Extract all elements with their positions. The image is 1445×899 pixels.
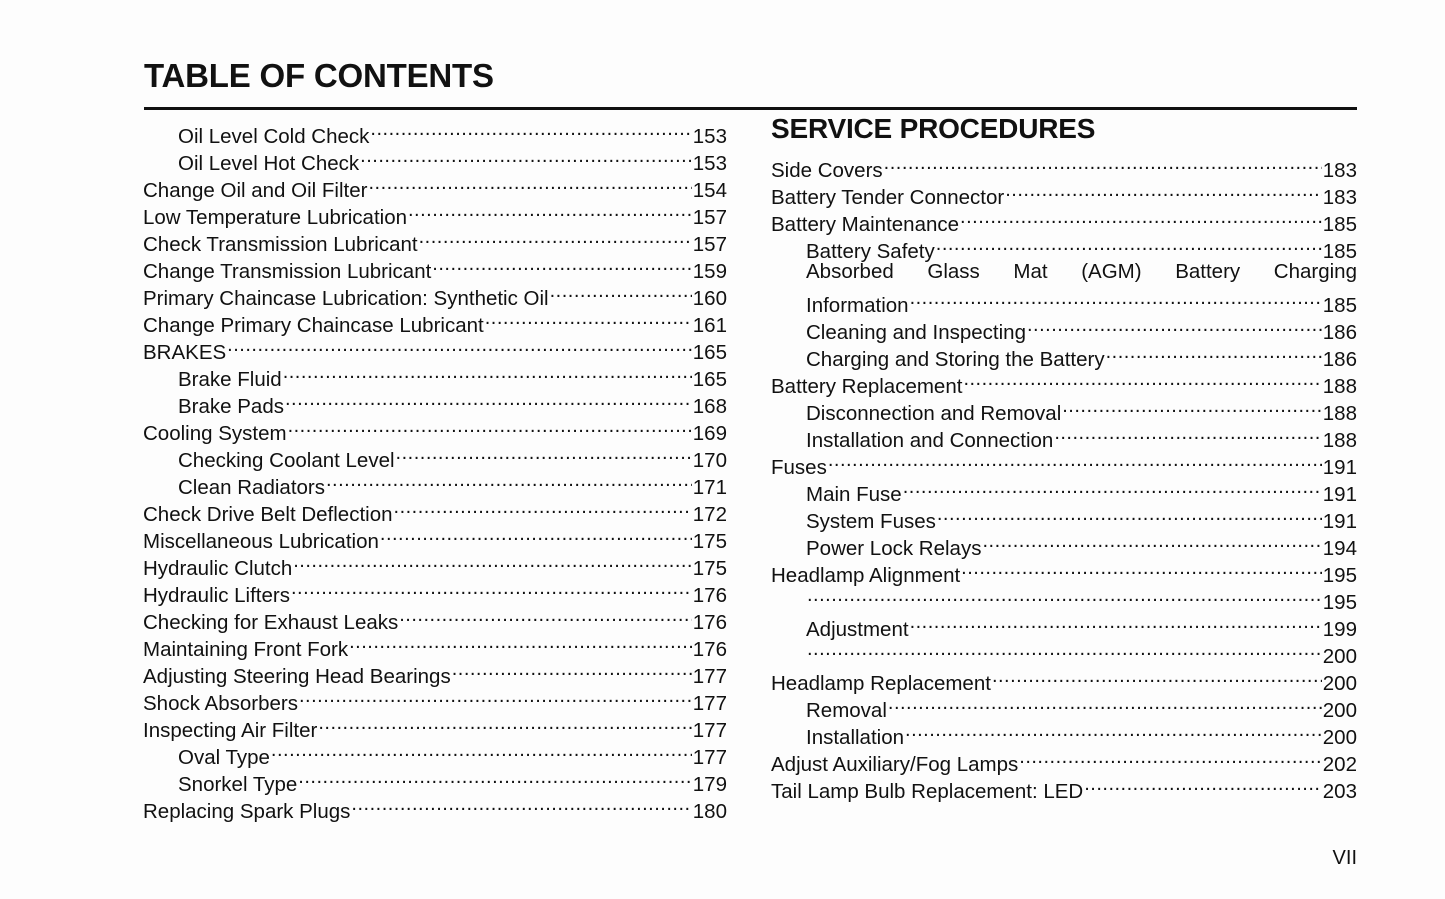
toc-entry-page: 176 bbox=[692, 584, 727, 607]
toc-entry-page: 195 bbox=[1322, 591, 1357, 614]
dot-leader bbox=[910, 285, 1322, 312]
section-heading-service-procedures: SERVICE PROCEDURES bbox=[771, 113, 1096, 144]
dot-leader bbox=[283, 359, 692, 386]
dot-leader bbox=[408, 197, 692, 224]
toc-entry-page: 157 bbox=[692, 233, 727, 256]
toc-entry-page: 160 bbox=[692, 287, 727, 310]
toc-entry-page: 169 bbox=[692, 422, 727, 445]
toc-entry-page: 202 bbox=[1322, 753, 1357, 776]
dot-leader bbox=[1054, 420, 1321, 447]
toc-entry-label: Replacing Spark Plugs bbox=[143, 800, 351, 823]
toc-entry-label: Installation bbox=[806, 726, 905, 749]
toc-entry-label: Battery Replacement bbox=[771, 375, 963, 398]
toc-entry-label: Battery Safety bbox=[806, 240, 935, 263]
toc-entry-page: 188 bbox=[1322, 429, 1357, 452]
toc-entry-label: Power Lock Relays bbox=[806, 537, 982, 560]
toc-entry-page: 172 bbox=[692, 503, 727, 526]
toc-entry-word: (AGM) bbox=[1081, 260, 1142, 283]
toc-entry-label: Snorkel Type bbox=[178, 773, 298, 796]
toc-entry-page: 191 bbox=[1322, 483, 1357, 506]
toc-entry[interactable] bbox=[143, 332, 727, 364]
toc-entry-page: 165 bbox=[692, 368, 727, 391]
toc-entry[interactable] bbox=[771, 285, 1357, 317]
dot-leader bbox=[807, 636, 1322, 663]
toc-entry-label: Adjusting Steering Head Bearings bbox=[143, 665, 451, 688]
toc-entry-label: Hydraulic Lifters bbox=[143, 584, 290, 607]
toc-entry-label: Headlamp Replacement bbox=[771, 672, 991, 695]
toc-right-entries bbox=[771, 150, 1357, 803]
toc-entry[interactable] bbox=[771, 663, 1357, 695]
toc-entry-page: 179 bbox=[692, 773, 727, 796]
dot-leader bbox=[910, 609, 1322, 636]
toc-entry-page: 186 bbox=[1322, 348, 1357, 371]
toc-entry-label: Removal bbox=[806, 699, 887, 722]
dot-leader bbox=[550, 278, 692, 305]
toc-entry-label: Adjustment bbox=[806, 618, 909, 641]
toc-entry-label: Change Transmission Lubricant bbox=[143, 260, 432, 283]
dot-leader bbox=[326, 467, 692, 494]
dot-leader bbox=[807, 582, 1322, 609]
dot-leader bbox=[937, 501, 1322, 528]
dot-leader bbox=[399, 602, 692, 629]
toc-entry-page: 171 bbox=[692, 476, 727, 499]
dot-leader bbox=[485, 305, 692, 332]
toc-entry-label: Installation and Connection bbox=[806, 429, 1054, 452]
toc-entry-label: Battery Maintenance bbox=[771, 213, 960, 236]
toc-entry-page: 161 bbox=[692, 314, 727, 337]
toc-entry-page: 183 bbox=[1322, 159, 1357, 182]
dot-leader bbox=[1062, 393, 1322, 420]
toc-entry-page: 185 bbox=[1322, 213, 1357, 236]
dot-leader bbox=[360, 143, 692, 170]
toc-entry-page: 177 bbox=[692, 692, 727, 715]
toc-entry-page: 154 bbox=[692, 179, 727, 202]
toc-entry-label: Inspecting Air Filter bbox=[143, 719, 318, 742]
toc-entry-page: 175 bbox=[692, 530, 727, 553]
dot-leader bbox=[1005, 177, 1322, 204]
toc-right-column bbox=[771, 110, 1357, 803]
toc-entry-page: 176 bbox=[692, 638, 727, 661]
toc-entry-label: Shock Absorbers bbox=[143, 692, 298, 715]
dot-leader bbox=[1084, 771, 1322, 798]
toc-entry-page: 168 bbox=[692, 395, 727, 418]
toc-entry-page: 200 bbox=[1322, 645, 1357, 668]
toc-entry-page: 185 bbox=[1322, 240, 1357, 263]
toc-entry-word: Charging bbox=[1273, 260, 1357, 283]
dot-leader bbox=[370, 116, 691, 143]
toc-entry-page: 183 bbox=[1322, 186, 1357, 209]
toc-entry-label: BRAKES bbox=[143, 341, 227, 364]
dot-leader bbox=[1027, 312, 1322, 339]
toc-entry-label: Hydraulic Clutch bbox=[143, 557, 293, 580]
dot-leader bbox=[1019, 744, 1322, 771]
toc-entry-label: Clean Radiators bbox=[178, 476, 325, 499]
dot-leader bbox=[419, 224, 692, 251]
toc-entry-label: Brake Pads bbox=[178, 395, 284, 418]
toc-entry-page: 153 bbox=[692, 152, 727, 175]
dot-leader bbox=[394, 494, 692, 521]
toc-entry-label: Side Covers bbox=[771, 159, 883, 182]
dot-leader bbox=[380, 521, 692, 548]
dot-leader bbox=[963, 366, 1321, 393]
toc-entry-page: 200 bbox=[1322, 699, 1357, 722]
toc-entry-word: Glass bbox=[927, 260, 980, 283]
toc-entry-label: Cleaning and Inspecting bbox=[806, 321, 1026, 344]
dot-leader bbox=[299, 683, 692, 710]
toc-entry-page: 195 bbox=[1322, 564, 1357, 587]
toc-entry-label: Main Fuse bbox=[806, 483, 902, 506]
toc-entry-label: Cooling System bbox=[143, 422, 287, 445]
dot-leader bbox=[982, 528, 1321, 555]
toc-left-column bbox=[143, 116, 727, 823]
dot-leader bbox=[285, 386, 692, 413]
dot-leader bbox=[432, 251, 691, 278]
dot-leader bbox=[936, 231, 1322, 258]
toc-entry-label: Miscellaneous Lubrication bbox=[143, 530, 379, 553]
dot-leader bbox=[293, 548, 692, 575]
toc-entry-page: 177 bbox=[692, 719, 727, 742]
toc-entry-label: Fuses bbox=[771, 456, 827, 479]
toc-entry-page: 203 bbox=[1322, 780, 1357, 803]
dot-leader bbox=[828, 447, 1322, 474]
toc-entry-page: 199 bbox=[1322, 618, 1357, 641]
dot-leader bbox=[1106, 339, 1322, 366]
dot-leader bbox=[905, 717, 1322, 744]
toc-entry-page: 180 bbox=[692, 800, 727, 823]
toc-entry-label: Primary Chaincase Lubrication: Synthetic Oil bbox=[143, 287, 549, 310]
toc-entry-page: 170 bbox=[692, 449, 727, 472]
toc-entry-page: 185 bbox=[1322, 294, 1357, 317]
toc-entry-label: Disconnection and Removal bbox=[806, 402, 1062, 425]
toc-entry-label: Oval Type bbox=[178, 746, 270, 769]
toc-entry-page: 188 bbox=[1322, 402, 1357, 425]
toc-entry-page: 191 bbox=[1322, 510, 1357, 533]
toc-entry-label: Low Temperature Lubrication bbox=[143, 206, 407, 229]
toc-entry[interactable] bbox=[771, 474, 1357, 506]
toc-entry-label: Oil Level Cold Check bbox=[178, 125, 370, 148]
dot-leader bbox=[291, 575, 692, 602]
toc-entry-label: Adjust Auxiliary/Fog Lamps bbox=[771, 753, 1019, 776]
toc-entry[interactable] bbox=[143, 116, 727, 148]
dot-leader bbox=[992, 663, 1322, 690]
toc-entry-label: Change Oil and Oil Filter bbox=[143, 179, 368, 202]
dot-leader bbox=[452, 656, 692, 683]
toc-entry-page: 157 bbox=[692, 206, 727, 229]
toc-entry-label: Tail Lamp Bulb Replacement: LED bbox=[771, 780, 1084, 803]
toc-entry-page: 194 bbox=[1322, 537, 1357, 560]
toc-entry-word: Absorbed bbox=[806, 260, 894, 283]
dot-leader bbox=[271, 737, 692, 764]
toc-entry[interactable] bbox=[771, 447, 1357, 479]
toc-entry[interactable] bbox=[771, 258, 1357, 285]
dot-leader bbox=[960, 204, 1322, 231]
toc-entry-page: 186 bbox=[1322, 321, 1357, 344]
dot-leader bbox=[903, 474, 1322, 501]
toc-entry-word: Mat bbox=[1013, 260, 1048, 283]
dot-leader bbox=[888, 690, 1322, 717]
toc-entry-label: Check Drive Belt Deflection bbox=[143, 503, 393, 526]
toc-entry[interactable] bbox=[771, 636, 1357, 668]
page-title: TABLE OF CONTENTS bbox=[144, 57, 494, 94]
toc-entry-label: Checking Coolant Level bbox=[178, 449, 395, 472]
toc-entry-page: 200 bbox=[1322, 672, 1357, 695]
dot-leader bbox=[298, 764, 692, 791]
toc-entry-label: Charging and Storing the Battery bbox=[806, 348, 1105, 371]
toc-entry-label: Battery Tender Connector bbox=[771, 186, 1005, 209]
toc-entry-page: 176 bbox=[692, 611, 727, 634]
dot-leader bbox=[368, 170, 691, 197]
toc-entry-page: 159 bbox=[692, 260, 727, 283]
toc-entry-page: 153 bbox=[692, 125, 727, 148]
toc-entry[interactable] bbox=[771, 582, 1357, 614]
toc-entry[interactable] bbox=[771, 150, 1357, 182]
toc-entry-label: Information bbox=[806, 294, 909, 317]
toc-entry-label: Checking for Exhaust Leaks bbox=[143, 611, 399, 634]
dot-leader bbox=[318, 710, 691, 737]
toc-entry-label: System Fuses bbox=[806, 510, 936, 533]
toc-entry-label: Change Primary Chaincase Lubricant bbox=[143, 314, 484, 337]
toc-entry-label: Check Transmission Lubricant bbox=[143, 233, 418, 256]
toc-entry-page: 191 bbox=[1322, 456, 1357, 479]
dot-leader bbox=[288, 413, 692, 440]
dot-leader bbox=[351, 791, 691, 818]
dot-leader bbox=[396, 440, 692, 467]
toc-entry-label: Oil Level Hot Check bbox=[178, 152, 360, 175]
toc-entry-page: 177 bbox=[692, 746, 727, 769]
toc-entry[interactable] bbox=[771, 609, 1357, 641]
toc-entry[interactable] bbox=[143, 359, 727, 391]
toc-entry-page: 175 bbox=[692, 557, 727, 580]
toc-entry-label bbox=[806, 258, 1357, 285]
dot-leader bbox=[884, 150, 1322, 177]
toc-entry-page: 165 bbox=[692, 341, 727, 364]
toc-entry-label: Brake Fluid bbox=[178, 368, 282, 391]
dot-leader bbox=[349, 629, 692, 656]
dot-leader bbox=[961, 555, 1322, 582]
toc-entry-page: 200 bbox=[1322, 726, 1357, 749]
toc-entry-page: 177 bbox=[692, 665, 727, 688]
toc-entry-word: Battery bbox=[1175, 260, 1241, 283]
toc-entry-label: Maintaining Front Fork bbox=[143, 638, 349, 661]
toc-entry-page: 188 bbox=[1322, 375, 1357, 398]
toc-entry-label: Headlamp Alignment bbox=[771, 564, 961, 587]
dot-leader bbox=[227, 332, 692, 359]
page-number: VII bbox=[1332, 847, 1357, 869]
